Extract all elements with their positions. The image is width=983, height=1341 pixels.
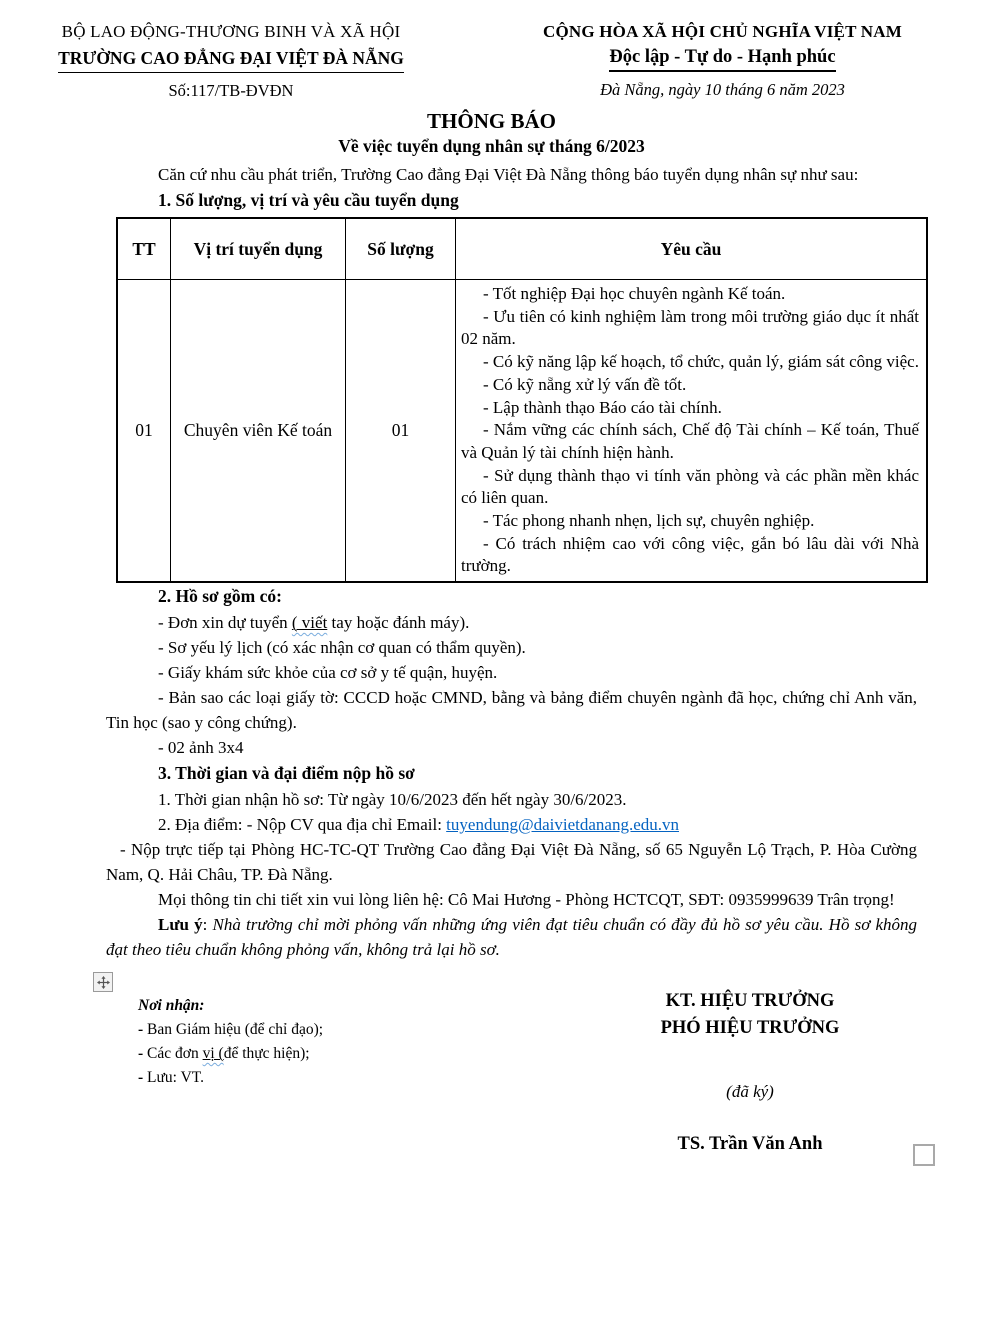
- requirement-item: - Có kỹ nẵng xử lý vấn đề tốt.: [483, 374, 687, 394]
- empty-checkbox[interactable]: [913, 1144, 935, 1166]
- submission-address-line: 2. Địa điểm: - Nộp CV qua địa chỉ Email: tuyendung@daivietdanang.edu.vn: [158, 815, 679, 835]
- cell-tt: 01: [117, 280, 171, 583]
- col-header-requirements: Yêu cầu: [456, 218, 928, 280]
- requirement-item: - Nắm vững các chính sách, Chế độ Tài chính – Kế toán, Thuế và Quản lý tài chính hiện hành.: [461, 420, 919, 462]
- recipient-item: - Lưu: VT.: [138, 1069, 204, 1087]
- document-header: [0, 0, 983, 101]
- table-row: [117, 280, 927, 583]
- dossier-item: - Giấy khám sức khỏe của cơ sở y tế quận, huyện.: [158, 663, 498, 683]
- four-way-arrow-icon: [97, 976, 110, 989]
- col-header-position: Vị trí tuyển dụng: [171, 218, 346, 280]
- ministry-name: BỘ LAO ĐỘNG-THƯƠNG BINH VÀ XÃ HỘI: [61, 22, 401, 41]
- submission-time-line: 1. Thời gian nhận hồ sơ: Từ ngày 10/6/2023 đến hết ngày 30/6/2023.: [158, 790, 627, 810]
- recipients-block: [138, 994, 323, 1090]
- school-name: TRƯỜNG CAO ĐẲNG ĐẠI VIỆT ĐÀ NẴNG: [58, 48, 404, 73]
- intro-paragraph: Căn cứ nhu cầu phát triển, Trường Cao đẳng Đại Việt Đà Nẵng thông báo tuyển dụng nhân sự như sau:: [158, 165, 859, 184]
- cell-requirements: [456, 280, 928, 583]
- cell-quantity: 01: [346, 280, 456, 583]
- document-subtitle: Về việc tuyển dụng nhân sự tháng 6/2023: [338, 136, 645, 156]
- recipients-title: Nơi nhận:: [138, 997, 205, 1015]
- col-header-tt: TT: [117, 218, 171, 280]
- recipient-item: - Ban Giám hiệu (để chỉ đạo);: [138, 1021, 324, 1039]
- national-motto: Độc lập - Tự do - Hạnh phúc: [609, 47, 835, 72]
- national-motto-block: [462, 22, 983, 101]
- spellcheck-underline: ( viết: [291, 613, 328, 633]
- issuing-org-block: [0, 22, 462, 101]
- recipient-item: - Các đơn vị (để thực hiện);: [138, 1045, 310, 1063]
- signer-title-line2: PHÓ HIỆU TRƯỞNG: [660, 1018, 840, 1039]
- contact-info-line: Mọi thông tin chi tiết xin vui lòng liên hệ: Cô Mai Hương - Phòng HCTCQT, SĐT: 0935999639 Trân trọng!: [158, 890, 895, 910]
- recruitment-table: [116, 217, 928, 583]
- requirement-item: - Ưu tiên có kinh nghiệm làm trong môi trường giáo dục ít nhất 02 năm.: [461, 306, 919, 349]
- note-text: Nhà trường chỉ mời phỏng vấn những ứng viên đạt tiêu chuẩn có đầy đủ hồ sơ yêu cầu. Hồ sơ không đạt theo tiêu chuẩn không phỏng vấn, không trả lại hồ sơ.: [106, 915, 917, 960]
- requirement-item: - Có trách nhiệm cao với công việc, gắn bó lâu dài với Nhà trường.: [461, 533, 919, 576]
- requirement-item: - Có kỹ năng lập kế hoạch, tổ chức, quản lý, giám sát công việc.: [483, 352, 919, 372]
- section2-heading: 2. Hồ sơ gồm có:: [158, 586, 282, 607]
- requirement-item: - Tác phong nhanh nhẹn, lịch sự, chuyên nghiệp.: [483, 511, 815, 531]
- signer-title-line1: KT. HIỆU TRƯỞNG: [665, 991, 835, 1012]
- dossier-item: - Sơ yếu lý lịch (có xác nhận cơ quan có thẩm quyền).: [158, 638, 526, 658]
- recruitment-email-link[interactable]: tuyendung@daivietdanang.edu.vn: [446, 815, 679, 835]
- section3-heading: 3. Thời gian và đại điểm nộp hồ sơ: [158, 763, 415, 784]
- signature-block: [530, 988, 970, 1155]
- document-footer: [0, 966, 983, 1261]
- spellcheck-underline: vị (: [202, 1045, 224, 1063]
- signed-note: (đã ký): [726, 1082, 774, 1102]
- requirement-item: - Sử dụng thành thạo vi tính văn phòng và các phần mền khác có liên quan.: [461, 465, 919, 508]
- direct-submission-line: - Nộp trực tiếp tại Phòng HC-TC-QT Trường Cao đẳng Đại Việt Đà Nẵng, số 65 Nguyễn Lộ Trạch, P. Hòa Cường Nam, Q. Hải Châu, TP. Đà Nẵng.: [106, 840, 917, 885]
- document-number: Số:117/TB-ĐVĐN: [168, 81, 294, 100]
- requirement-item: - Tốt nghiệp Đại học chuyên ngành Kế toán.: [483, 284, 786, 303]
- place-and-date: Đà Nẵng, ngày 10 tháng 6 năm 2023: [600, 80, 845, 99]
- dossier-item: - Đơn xin dự tuyển ( viết tay hoặc đánh máy).: [158, 613, 470, 633]
- dossier-item: - 02 ảnh 3x4: [158, 738, 244, 758]
- col-header-quantity: Số lượng: [346, 218, 456, 280]
- table-move-handle-icon[interactable]: [93, 972, 113, 992]
- requirement-item: - Lập thành thạo Báo cáo tài chính.: [483, 397, 722, 417]
- table-header-row: [117, 218, 927, 280]
- document-body: [0, 162, 983, 962]
- cell-position: Chuyên viên Kế toán: [171, 280, 346, 583]
- signer-name: TS. Trần Văn Anh: [677, 1134, 823, 1155]
- note-label: Lưu ý: [158, 915, 203, 935]
- document-title: THÔNG BÁO: [427, 109, 556, 133]
- note-paragraph: Lưu ý: Nhà trường chỉ mời phỏng vấn những ứng viên đạt tiêu chuẩn có đầy đủ hồ sơ yêu cầu. Hồ sơ không đạt theo tiêu chuẩn không phỏng vấn, không trả lại hồ sơ.: [106, 915, 917, 960]
- dossier-item: - Bản sao các loại giấy tờ: CCCD hoặc CMND, bằng và bảng điểm chuyên ngành đã học, chứng chỉ Anh văn, Tin học (sao y công chứng).: [106, 688, 917, 733]
- section1-heading: 1. Số lượng, vị trí và yêu cầu tuyển dụng: [158, 190, 459, 210]
- country-name: CỘNG HÒA XÃ HỘI CHỦ NGHĨA VIỆT NAM: [543, 22, 902, 41]
